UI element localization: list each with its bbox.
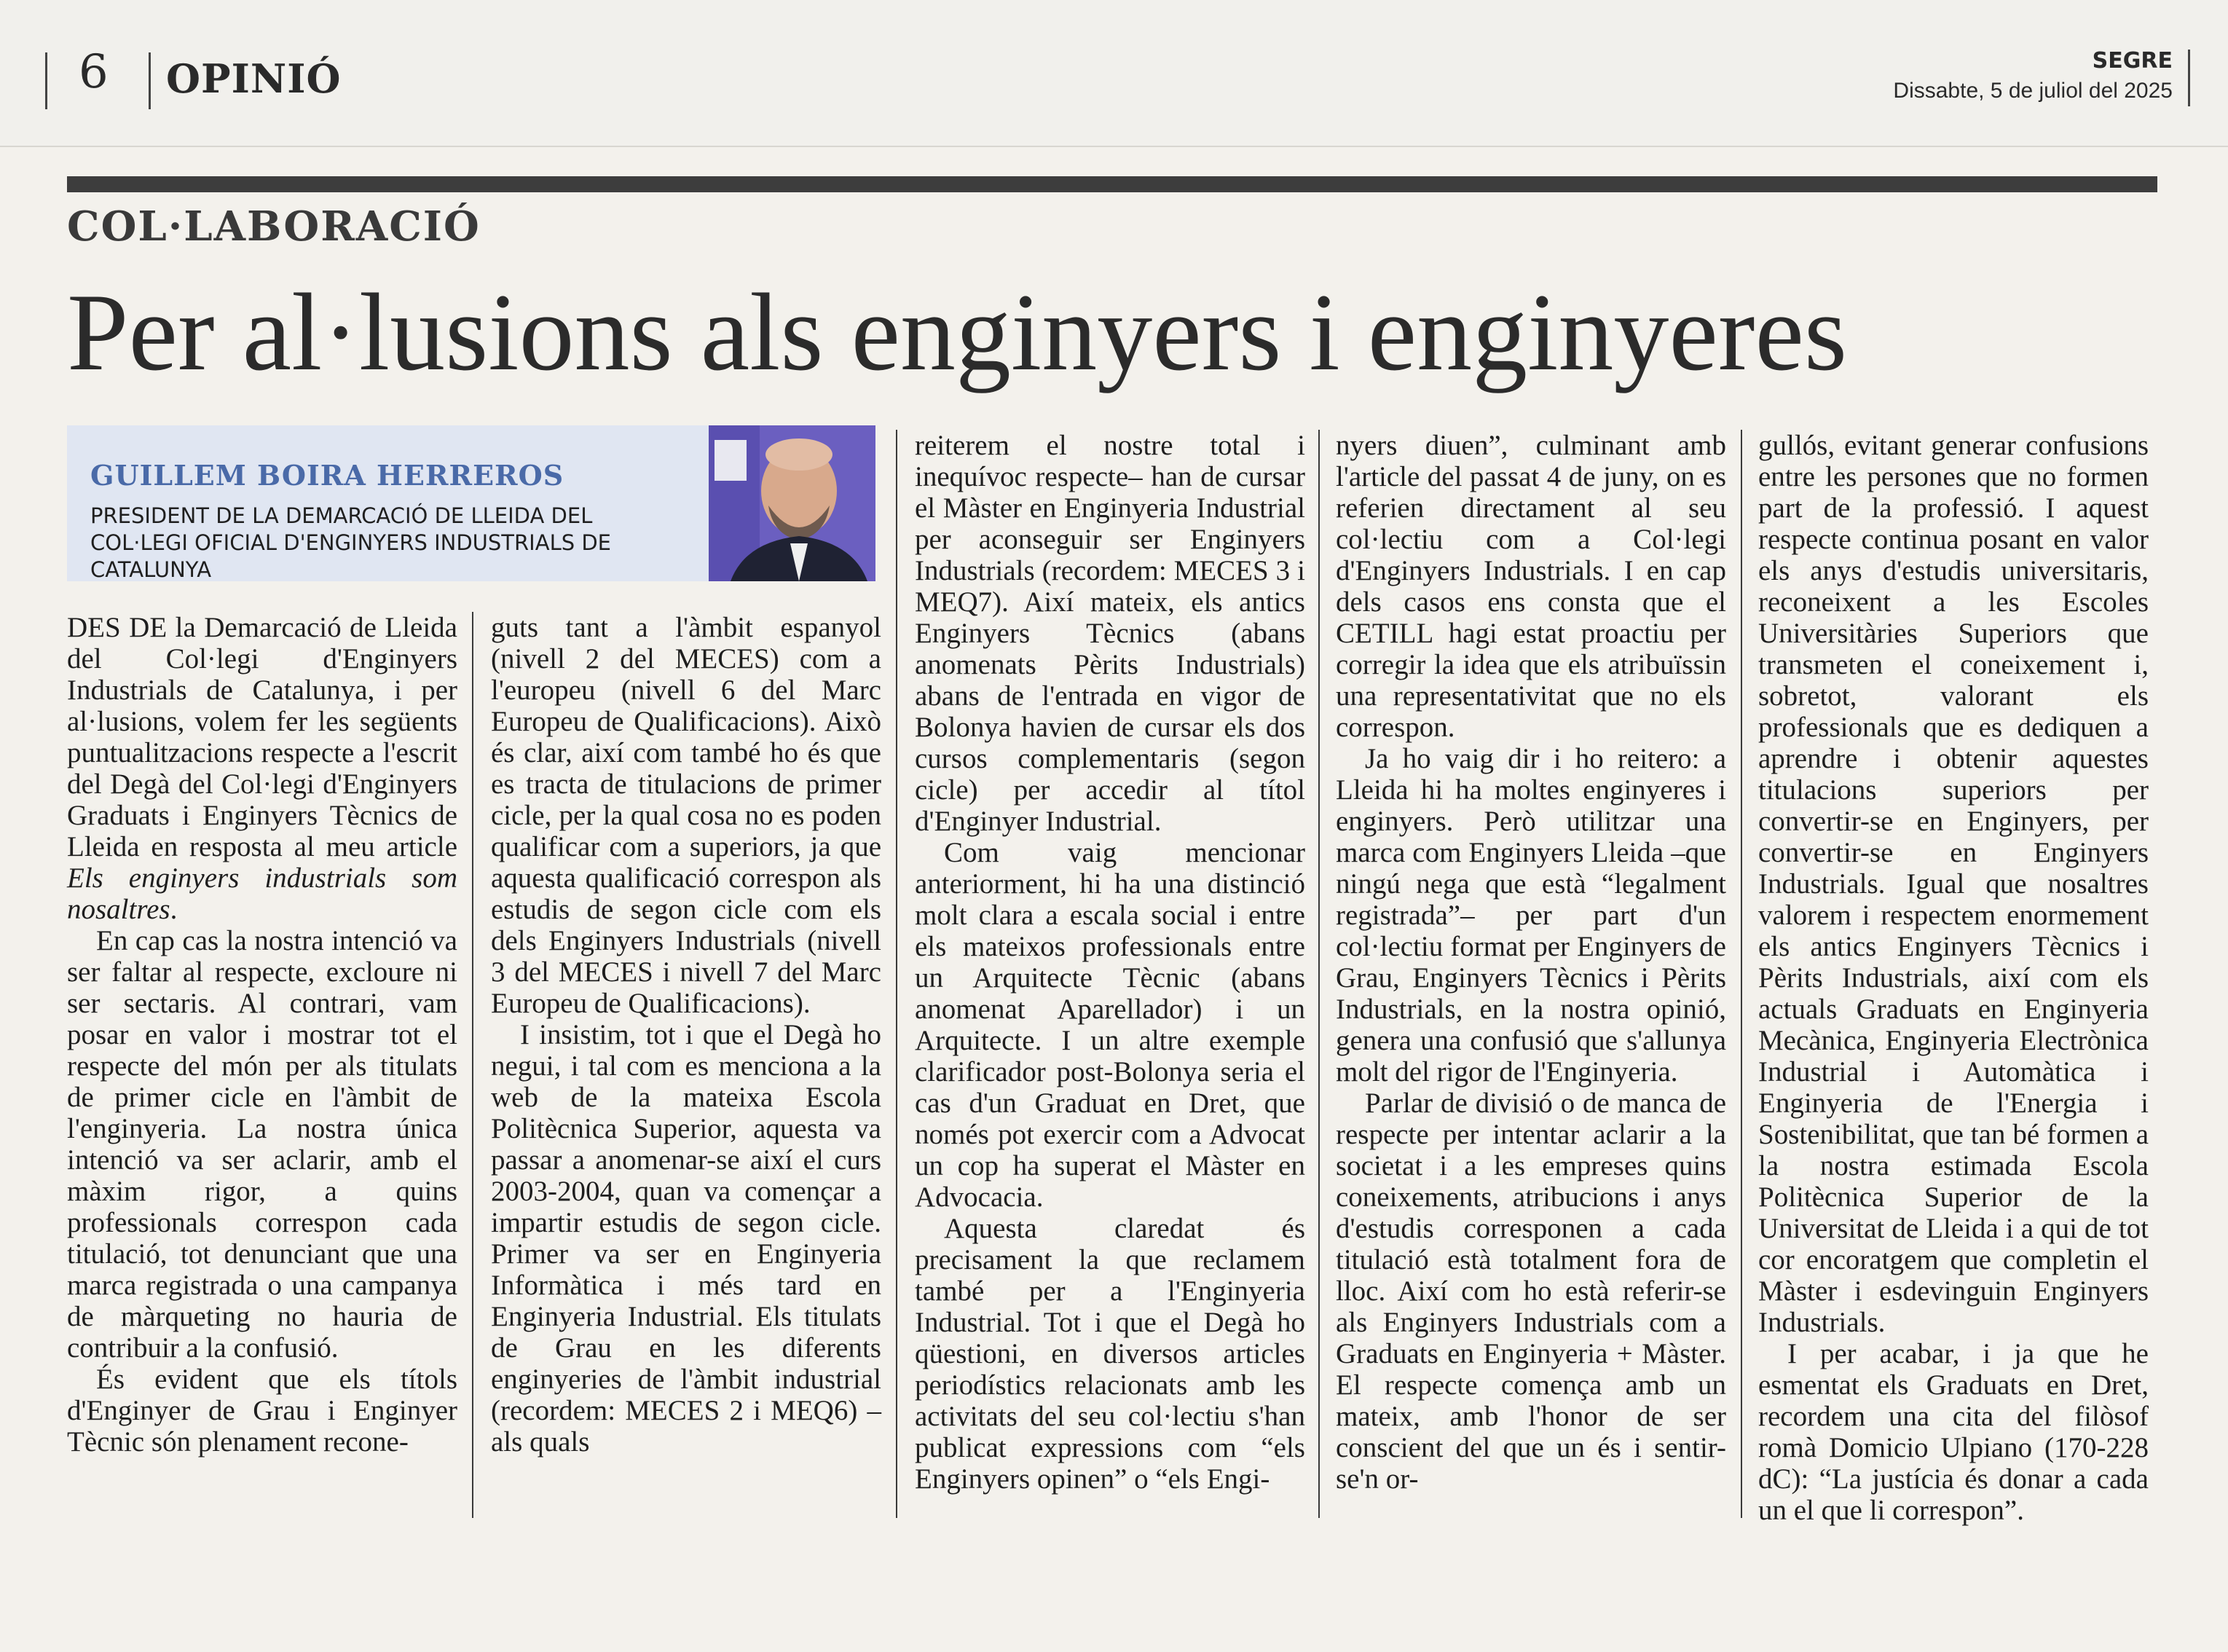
article-top-rule bbox=[67, 176, 2157, 192]
paragraph: Aquesta claredat és precisament la que reclamem també per a l'Enginyeria Industrial. Tot i que el Degà ho qüestioni, en diversos articles periodístics relacionats amb les activitats del seu col·lectiu s'han publicat expressions com “els Enginyers opinen” o “els Engi- bbox=[915, 1213, 1305, 1495]
cited-article-title: Els enginyers industrials som nosaltres bbox=[67, 862, 457, 925]
column-divider bbox=[896, 430, 897, 1518]
header-divider-left bbox=[45, 52, 47, 109]
paragraph: Parlar de divisió o de manca de respecte per intentar aclarir a la societat i a les empreses quins coneixements, atribucions i anys d'estudis corresponen a cada titulació està totalment fora de lloc. Així com ho està referir-se als Enginyers Industrials com a Graduats en Enginyeria + Màster. El respecte comença amb un mateix, amb l'honor de ser conscient del que un és i sentir-se'n or- bbox=[1336, 1087, 1726, 1495]
author-role: PRESIDENT DE LA DEMARCACIÓ DE LLEIDA DEL COL·LEGI OFICIAL D'ENGINYERS INDUSTRIALS DE CATALUNYA bbox=[90, 503, 612, 582]
article-column-1 bbox=[67, 612, 457, 1458]
paragraph: guts tant a l'àmbit espanyol (nivell 2 del MECES) com a l'europeu (nivell 6 del Marc Europeu de Qualificacions). Això és clar, així com també ho és que es tracta de titulacions de primer cicle, per la qual cosa no es poden qualificar com a superiors, ja que aquesta qualificació correspon als estudis de segon cicle com els dels Enginyers Industrials (nivell 3 del MECES i nivell 7 del Marc Europeu de Qualificacions). bbox=[491, 612, 881, 1019]
article-column-2 bbox=[491, 612, 881, 1458]
section-name: OPINIÓ bbox=[166, 55, 342, 102]
paragraph-text: . bbox=[170, 894, 178, 925]
publication-date: Dissabte, 5 de juliol del 2025 bbox=[1893, 79, 2173, 103]
article-column-3 bbox=[915, 430, 1305, 1495]
lead-in: DES DE bbox=[67, 612, 168, 643]
author-photo bbox=[709, 425, 875, 581]
column-divider bbox=[472, 612, 473, 1518]
page-number: 6 bbox=[79, 45, 109, 99]
article-title: Per al·lusions als enginyers i enginyeres bbox=[67, 271, 1848, 393]
paragraph: reiterem el nostre total i inequívoc respecte– han de cursar el Màster en Enginyeria Industrial per aconseguir ser Enginyers Industrials (recordem: MECES 3 i MEQ7). Així mateix, els antics Enginyers Tècnics (abans anomenats Pèrits Industrials) abans de l'entrada en vigor de Bolonya havien de cursar els dos cursos complementaris (segon cicle) per accedir al títol d'Enginyer Industrial. bbox=[915, 430, 1305, 837]
paragraph: gullós, evitant generar confusions entre les persones que no formen part de la professió. I aquest respecte continua posant en valor els anys d'estudis universitaris, reconeixent a les Escoles Universitàries Superiors que transmeten el coneixement i, sobretot, valorant els professionals que es dediquen a aprendre i obtenir aquestes titulacions superiors per convertir-se en Enginyers, per convertir-se en Enginyers Industrials. Igual que nosaltres valorem i respectem enormement els antics Enginyers Tècnics i Pèrits Industrials, així com els actuals Graduats en Enginyeria Mecànica, Enginyeria Electrònica Industrial i Automàtica i Enginyeria de l'Energia i Sostenibilitat, que tan bé formen a la nostra estimada Escola Politècnica Superior de la Universitat de Lleida i a qui de tot cor encoratgem que completin el Màster i esdevinguin Enginyers Industrials. bbox=[1758, 430, 2149, 1338]
paragraph: És evident que els títols d'Enginyer de Grau i Enginyer Tècnic són plenament recone- bbox=[67, 1364, 457, 1458]
paragraph: I insistim, tot i que el Degà ho negui, i tal com es menciona a la web de la mateixa Escola Politècnica Superior, aquesta va passar a anomenar-se així el curs 2003-2004, quan va començar a impartir estudis de segon cicle. Primer va ser en Enginyeria Informàtica i més tard en Enginyeria Industrial. Els titulats de Grau en les diferents enginyeries de l'àmbit industrial (recordem: MECES 2 i MEQ6) –als quals bbox=[491, 1019, 881, 1458]
column-divider bbox=[1318, 430, 1320, 1518]
paragraph: Com vaig mencionar anteriorment, hi ha una distinció molt clara a escala social i entre els mateixos professionals entre un Arquitecte Tècnic (abans anomenat Aparellador) i un Arquitecte. I un altre exemple clarificador post-Bolonya seria el cas d'un Graduat en Dret, que només pot exercir com a Advocat un cop ha superat el Màster en Advocacia. bbox=[915, 837, 1305, 1213]
article-column-5 bbox=[1758, 430, 2149, 1526]
author-name: GUILLEM BOIRA HERREROS bbox=[90, 459, 564, 492]
header-divider-right bbox=[2188, 50, 2190, 106]
newspaper-name: SEGRE bbox=[2092, 48, 2173, 74]
paragraph-text: la Demarcació de Lleida del Col·legi d'Enginyers Industrials de Catalunya, i per al·lusions, volem fer les següents puntualitzacions respecte a l'escrit del Degà del Col·legi d'Enginyers Graduats i Enginyers Tècnics de Lleida en resposta al meu article bbox=[67, 612, 457, 862]
paragraph bbox=[67, 612, 457, 925]
article-column-4 bbox=[1336, 430, 1726, 1495]
paragraph: En cap cas la nostra intenció va ser faltar al respecte, excloure ni ser sectaris. Al contrari, vam posar en valor i mostrar tot el respecte del món per als titulats de primer cicle en l'àmbit de l'enginyeria. La nostra única intenció va ser aclarir, amb el màxim rigor, a quins professionals correspon cada titulació, tot denunciant que una marca registrada o una campanya de màrqueting no hauria de contribuir a la confusió. bbox=[67, 925, 457, 1364]
paragraph: I per acabar, i ja que he esmentat els Graduats en Dret, recordem una cita del filòsof romà Domicio Ulpiano (170-228 dC): “La justícia és donar a cada un el que li correspon”. bbox=[1758, 1338, 2149, 1526]
header-divider-mid bbox=[149, 52, 151, 109]
paragraph: Ja ho vaig dir i ho reitero: a Lleida hi ha moltes enginyeres i enginyers. Però utilitzar una marca com Enginyers Lleida –que ningú nega que està “legalment registrada”– per part d'un col·lectiu format per Enginyers de Grau, Enginyers Tècnics i Pèrits Industrials, en la nostra opinió, genera una confusió que s'allunya molt del rigor de l'Enginyeria. bbox=[1336, 743, 1726, 1087]
article-kicker: COL·LABORACIÓ bbox=[67, 202, 481, 251]
column-divider bbox=[1741, 430, 1742, 1518]
paragraph: nyers diuen”, culminant amb l'article del passat 4 de juny, on es referien directament al seu col·lectiu com a Col·legi d'Enginyers Industrials. I en cap dels casos ens consta que el CETILL hagi estat proactiu per corregir la idea que els atribuïssin una representativitat que no els correspon. bbox=[1336, 430, 1726, 743]
